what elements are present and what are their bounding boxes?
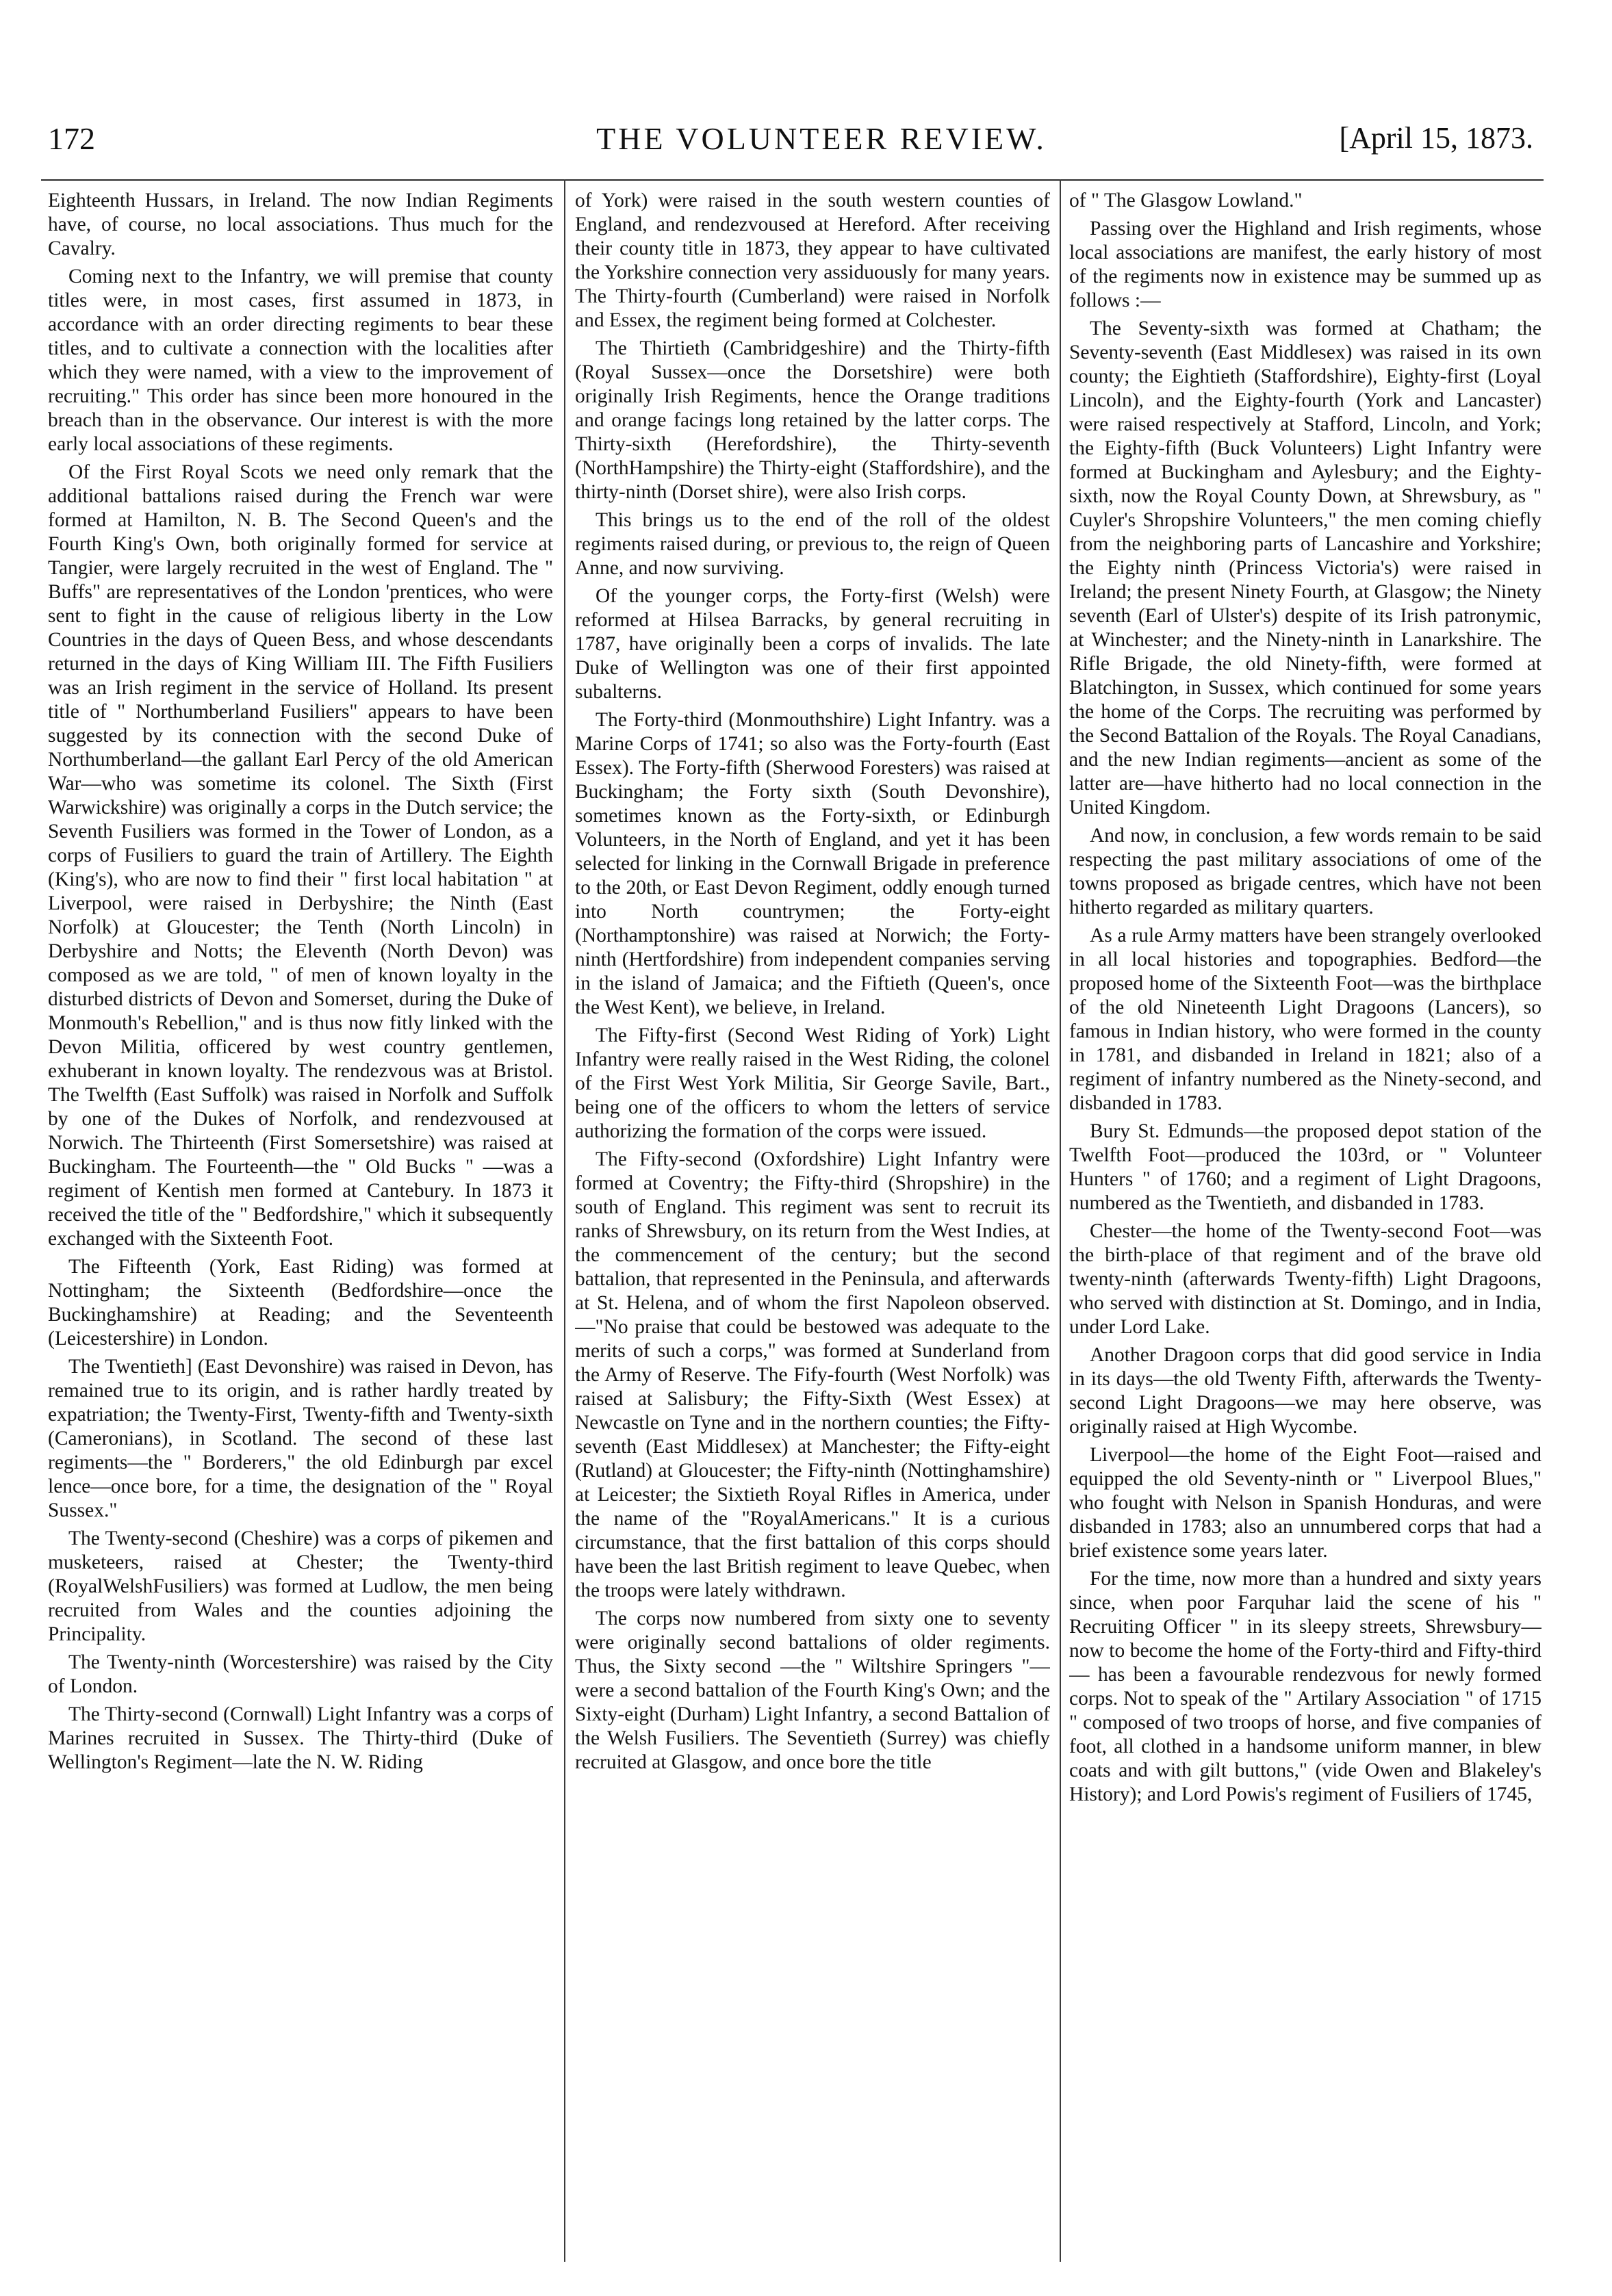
article-column-2 xyxy=(575,189,1050,2269)
article-paragraph: Of the First Royal Scots we need only remark that the additional battalions raised during the French war were formed at Hamilton, N. B. The Second Queen's and the Fourth King's Own, both originally formed for service at Tangier, were largely recruited in the west of England. The " Buffs" are representatives of the London 'prentices, who were sent to fight in the cause of religious liberty in the Low Countries in the days of Queen Bess, and whose descendants returned in the days of King William III. The Fifth Fusiliers was an Irish regiment in the service of Holland. Its present title of " Northumberland Fusiliers" appears to have been suggested by its connection with the second Duke of Northumberland—the gallant Earl Percy of the old American War—who was sometime its colonel. The Sixth (First Warwickshire) was originally a corps in the Dutch service; the Seventh Fusiliers was formed in the Tower of London, as a corps of Fusiliers to guard the train of Artillery. The Eighth (King's), who are now to find their " first local habitation " at Liverpool, were raised in Derbyshire; the Ninth (East Norfolk) at Gloucester; the Tenth (North Lincoln) in Derbyshire and Notts; the Eleventh (North Devon) was composed as we are told, " of men of known loyalty in the disturbed districts of Devon and Somerset, during the Duke of Monmouth's Rebellion," and is thus now fitly linked with the Devon Militia, officered by west country gentlemen, exhuberant in known loyalty. The rendezvous was at Bristol. The Twelfth (East Suffolk) was raised in Norfolk and Suffolk by one of the Dukes of Norfolk, and rendezvoused at Norwich. The Thirteenth (First Somersetshire) was raised at Buckingham. The Fourteenth—the " Old Bucks " —was a regiment of Kentish men formed at Cantebury. In 1873 it received the title of the " Bedfordshire," which it subsequently exchanged with the Sixteenth Foot. xyxy=(48,461,553,1250)
issue-date: [April 15, 1873. xyxy=(1339,121,1533,155)
article-paragraph: This brings us to the end of the roll of the oldest regiments raised during, or previous to, the reign of Queen Anne, and now surviving. xyxy=(575,509,1050,579)
article-paragraph: The Thirtieth (Cambridgeshire) and the Thirty-fifth (Royal Sussex—once the Dorsetshire) were both originally Irish Regiments, hence the Orange traditions and orange facings long retained by the latter corps. The Thirty-sixth (Herefordshire), the Thirty-seventh (NorthHampshire) the Thirty-eight (Staffordshire), and the thirty-ninth (Dorset shire), were also Irish corps. xyxy=(575,337,1050,503)
article-paragraph: The Twenty-second (Cheshire) was a corps of pikemen and musketeers, raised at Chester; the Twenty-third (RoyalWelshFusiliers) was formed at Ludlow, the men being recruited from Wales and the counties adjoining the Principality. xyxy=(48,1527,553,1645)
article-paragraph: The Forty-third (Monmouthshire) Light Infantry. was a Marine Corps of 1741; so also was the Forty-fourth (East Essex). The Forty-fifth (Sherwood Foresters) was raised at Buckingham; the Forty sixth (South Devonshire), sometimes known as the Forty-sixth, or Edinburgh Volunteers, in the North of England, and yet it has been selected for linking in the Cornwall Brigade in preference to the 20th, or East Devon Regiment, oddly enough turned into North countrymen; the Forty-eight (Northamptonshire) was raised at Norwich; the Forty-ninth (Hertfordshire) from independent companies serving in the island of Jamaica; and the Fiftieth (Queen's, once the West Kent), we believe, in Ireland. xyxy=(575,709,1050,1018)
article-paragraph: Passing over the Highland and Irish regiments, whose local associations are manifest, the early history of most of the regiments now in existence may be summed up as follows :— xyxy=(1069,218,1541,311)
article-paragraph: The corps now numbered from sixty one to seventy were originally second battalions of older regiments. Thus, the Sixty second —the " Wiltshire Springers "—were a second battalion of the Fourth King's Own; and the Sixty-eight (Durham) Light Infantry, a second Battalion of the Welsh Fusiliers. The Seventieth (Surrey) was chiefly recruited at Glasgow, and once bore the title xyxy=(575,1608,1050,1773)
article-paragraph: Another Dragoon corps that did good service in India in its days—the old Twenty Fifth, afterwards the Twenty-second Light Dragoons—we may here observe, was originally raised at High Wycombe. xyxy=(1069,1344,1541,1438)
article-paragraph: The Seventy-sixth was formed at Chatham; the Seventy-seventh (East Middlesex) was raised in its own county; the Eightieth (Staffordshire), Eighty-first (Loyal Lincoln), and the Eighty-fourth (York and Lancaster) were raised respectively at Stafford, Lincoln, and York; the Eighty-fifth (Buck Volunteers) Light Infantry were formed at Buckingham and Aylesbury; and the Eighty-sixth, now the Royal County Down, at Shrewsbury, as " Cuyler's Shropshire Volunteers," the men coming chiefly from the neighboring parts of Lancashire and Yorkshire; the Eighty ninth (Princess Victoria's) were raised in Ireland; the present Ninety Fourth, at Glasgow; the Ninety seventh (Earl of Ulster's) despite of its Irish patronymic, at Winchester; and the Ninety-ninth in Lanarkshire. The Rifle Brigade, the old Ninety-fifth, were formed at Blatchington, in Sussex, which continued for some years the home of the Corps. The recruiting was performed by the Second Battalion of the Royals. The Royal Canadians, and the new Indian regiments—ancient as some of the latter are—have hitherto had no local connection in the United Kingdom. xyxy=(1069,318,1541,818)
column-divider-2 xyxy=(1060,179,1061,2262)
article-paragraph: The Twentieth] (East Devonshire) was raised in Devon, has remained true to its origin, and is rather hardly treated by expatriation; the Twenty-First, Twenty-fifth and Twenty-sixth (Cameronians), in Scotland. The second of these last regiments—the " Borderers," the old Edinburgh par excel lence—once bore, for a time, the designation of the " Royal Sussex." xyxy=(48,1356,553,1521)
header-rule xyxy=(41,179,1544,181)
page-number: 172 xyxy=(48,121,95,156)
article-paragraph: Coming next to the Infantry, we will premise that county titles were, in most cases, first assumed in 1873, in accordance with an order directing regiments to bear these titles, and to cultivate a connection with the localities after which they were named, with a view to the improvement of recruiting." This order has since been more honoured in the breach than in the observance. Our interest is with the more early local associations of these regiments. xyxy=(48,266,553,455)
article-paragraph: Bury St. Edmunds—the proposed depot station of the Twelfth Foot—produced the 103rd, or " Volunteer Hunters " of 1760; and a regiment of Light Dragoons, numbered as the Twentieth, and disbanded in 1783. xyxy=(1069,1120,1541,1214)
article-paragraph: of " The Glasgow Lowland." xyxy=(1069,190,1303,211)
article-paragraph: of York) were raised in the south western counties of England, and rendezvoused at Hereford. After receiving their county title in 1873, they appear to have cultivated the Yorkshire connection very assiduously for many years. The Thirty-fourth (Cumberland) were raised in Norfolk and Essex, the regiment being formed at Colchester. xyxy=(575,190,1050,331)
article-column-1 xyxy=(48,189,553,2269)
article-paragraph: The Fifty-second (Oxfordshire) Light Infantry were formed at Coventry; the Fifty-third (Shropshire) in the south of England. This regiment was sent to recruit its ranks of Shrewsbury, on its return from the West Indies, at the commencement of the century; but the second battalion, that represented in the Peninsula, and afterwards at St. Helena, and of whom the first Napoleon observed.—"No praise that could be bestowed was adequate to the merits of such a corps," was formed at Sunderland from the Army of Reserve. The Fify-fourth (West Norfolk) was raised at Salisbury; the Fifty-Sixth (West Essex) at Newcastle on Tyne and in the northern counties; the Fifty-seventh (East Middlesex) at Manchester; the Fifty-eight (Rutland) at Gloucester; the Fifty-ninth (Nottinghamshire) at Leicester; the Sixtieth Royal Rifles in America, under the name of the "RoyalAmericans." It is a curious circumstance, that the first battalion of this corps should have been the last British regiment to leave Quebec, when the troops were lately withdrawn. xyxy=(575,1148,1050,1601)
article-paragraph: Of the younger corps, the Forty-first (Welsh) were reformed at Hilsea Barracks, by general recruiting in 1787, have originally been a corps of invalids. The late Duke of Wellington was one of their first appointed subalterns. xyxy=(575,585,1050,703)
article-paragraph: The Fifteenth (York, East Riding) was formed at Nottingham; the Sixteenth (Bedfordshire—once the Buckinghamshire) at Reading; and the Seventeenth (Leicestershire) in London. xyxy=(48,1256,553,1350)
column-divider-1 xyxy=(564,179,565,2262)
masthead-title: THE VOLUNTEER REVIEW. xyxy=(596,121,1047,156)
article-paragraph: Chester—the home of the Twenty-second Foot—was the birth-place of that regiment and of the brave old twenty-ninth (afterwards Twenty-fifth) Light Dragoons, who served with distinction at St. Domingo, and in India, under Lord Lake. xyxy=(1069,1220,1541,1338)
article-paragraph: As a rule Army matters have been strangely overlooked in all local histories and topographies. Bedford—the proposed home of the Sixteenth Foot—was the birthplace of the old Nineteenth Light Dragoons (Lancers), so famous in Indian history, who were formed in the county in 1781, and disbanded in Ireland in 1821; also of a regiment of infantry numbered as the Ninety-second, and disbanded in 1783. xyxy=(1069,925,1541,1114)
article-paragraph: The Fifty-first (Second West Riding of York) Light Infantry were really raised in the West Riding, the colonel of the First West York Militia, Sir George Savile, Bart., being one of the officers to whom the letters of service authorizing the formation of the corps were issued. xyxy=(575,1024,1050,1142)
article-paragraph: For the time, now more than a hundred and sixty years since, when poor Farquhar laid the scene of his " Recruiting Officer " in its sleepy streets, Shrewsbury—now to become the home of the Forty-third and Fifty-third— has been a favourable rendezvous for newly formed corps. Not to speak of the " Artilary Association " of 1715 " composed of two troops of horse, and five companies of foot, all clothed in a handsome uniform manner, in blew coats and with gilt buttons," (vide Owen and Blakeley's History); and Lord Powis's regiment of Fusiliers of 1745, xyxy=(1069,1568,1541,1805)
article-column-3 xyxy=(1069,189,1541,2269)
article-paragraph: The Thirty-second (Cornwall) Light Infantry was a corps of Marines recruited in Sussex. The Thirty-third (Duke of Wellington's Regiment—late the N. W. Riding xyxy=(48,1703,553,1773)
article-paragraph: Liverpool—the home of the Eight Foot—raised and equipped the old Seventy-ninth or " Liverpool Blues," who fought with Nelson in Spanish Honduras, and were disbanded in 1783; also an unnumbered corps that had a brief existence some years later. xyxy=(1069,1444,1541,1562)
article-paragraph: Eighteenth Hussars, in Ireland. The now Indian Regiments have, of course, no local associations. Thus much for the Cavalry. xyxy=(48,190,553,259)
article-paragraph: And now, in conclusion, a few words remain to be said respecting the past military associations of ome of the towns proposed as brigade centres, which have not been hitherto regarded as military quarters. xyxy=(1069,825,1541,918)
article-paragraph: The Twenty-ninth (Worcestershire) was raised by the City of London. xyxy=(48,1651,553,1697)
